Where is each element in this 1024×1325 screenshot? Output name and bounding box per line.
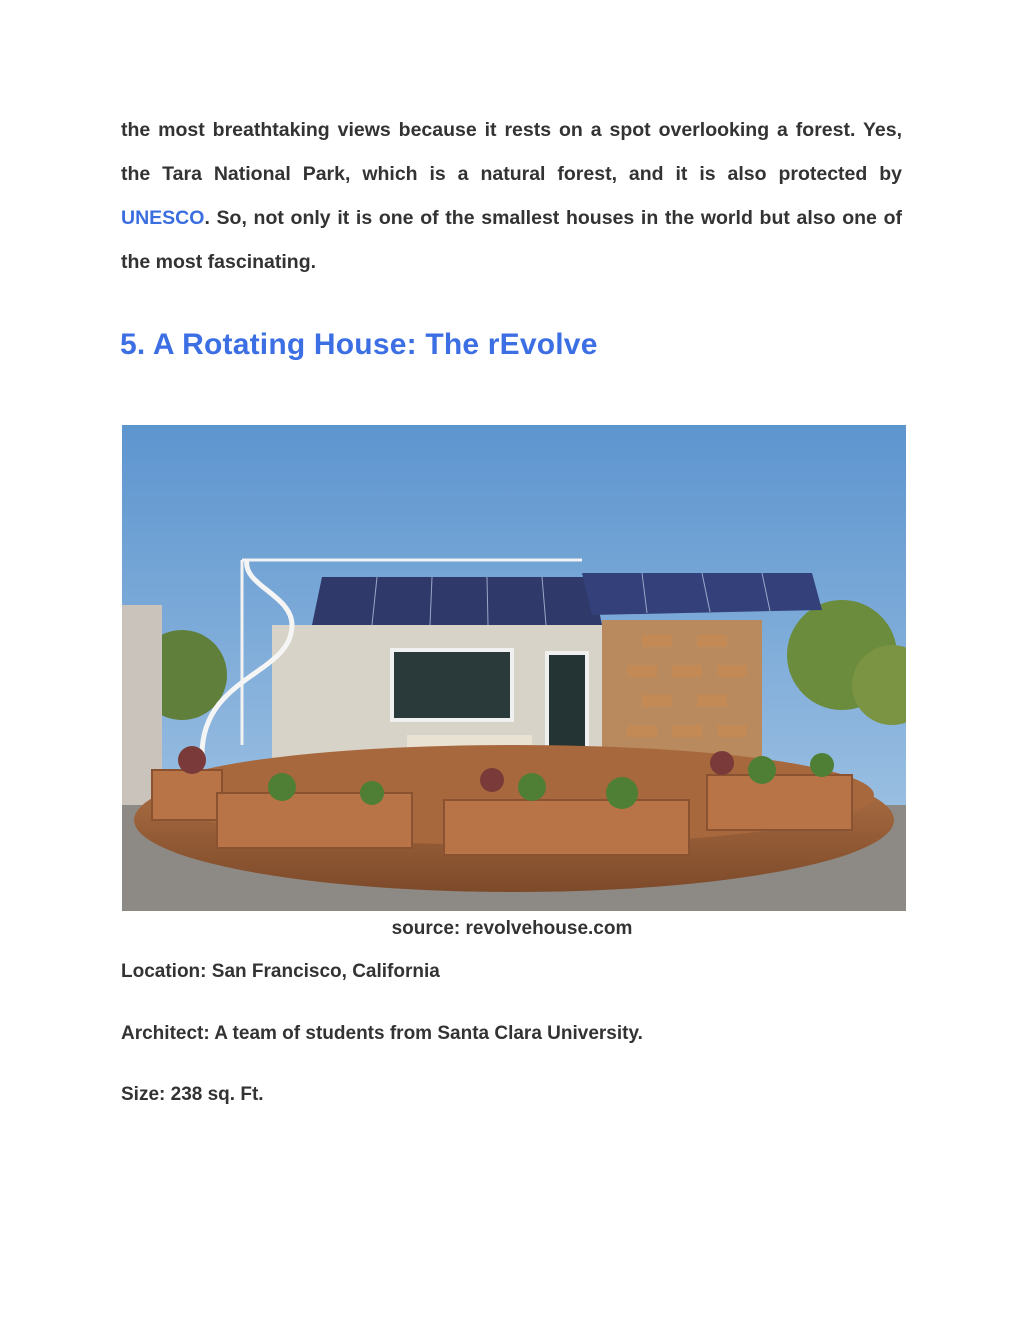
revolve-house-photo [122,425,906,911]
location-line: Location: San Francisco, California [121,961,440,982]
intro-paragraph [121,108,902,284]
size-line: Size: 238 sq. Ft. [121,1084,264,1105]
image-caption: source: revolvehouse.com [391,918,633,939]
intro-text-part1: the most breathtaking views because it rests on a spot overlooking a forest. Yes, the Tara National Park, which is a natural forest, and it is also protected by [121,119,902,185]
architect-line: Architect: A team of students from Santa Clara University. [121,1023,643,1044]
unesco-link[interactable]: UNESCO [121,207,205,229]
section-heading: 5. A Rotating House: The rEvolve [120,328,598,361]
intro-text-part2: . So, not only it is one of the smallest houses in the world but also one of the most fascinating. [121,207,902,273]
